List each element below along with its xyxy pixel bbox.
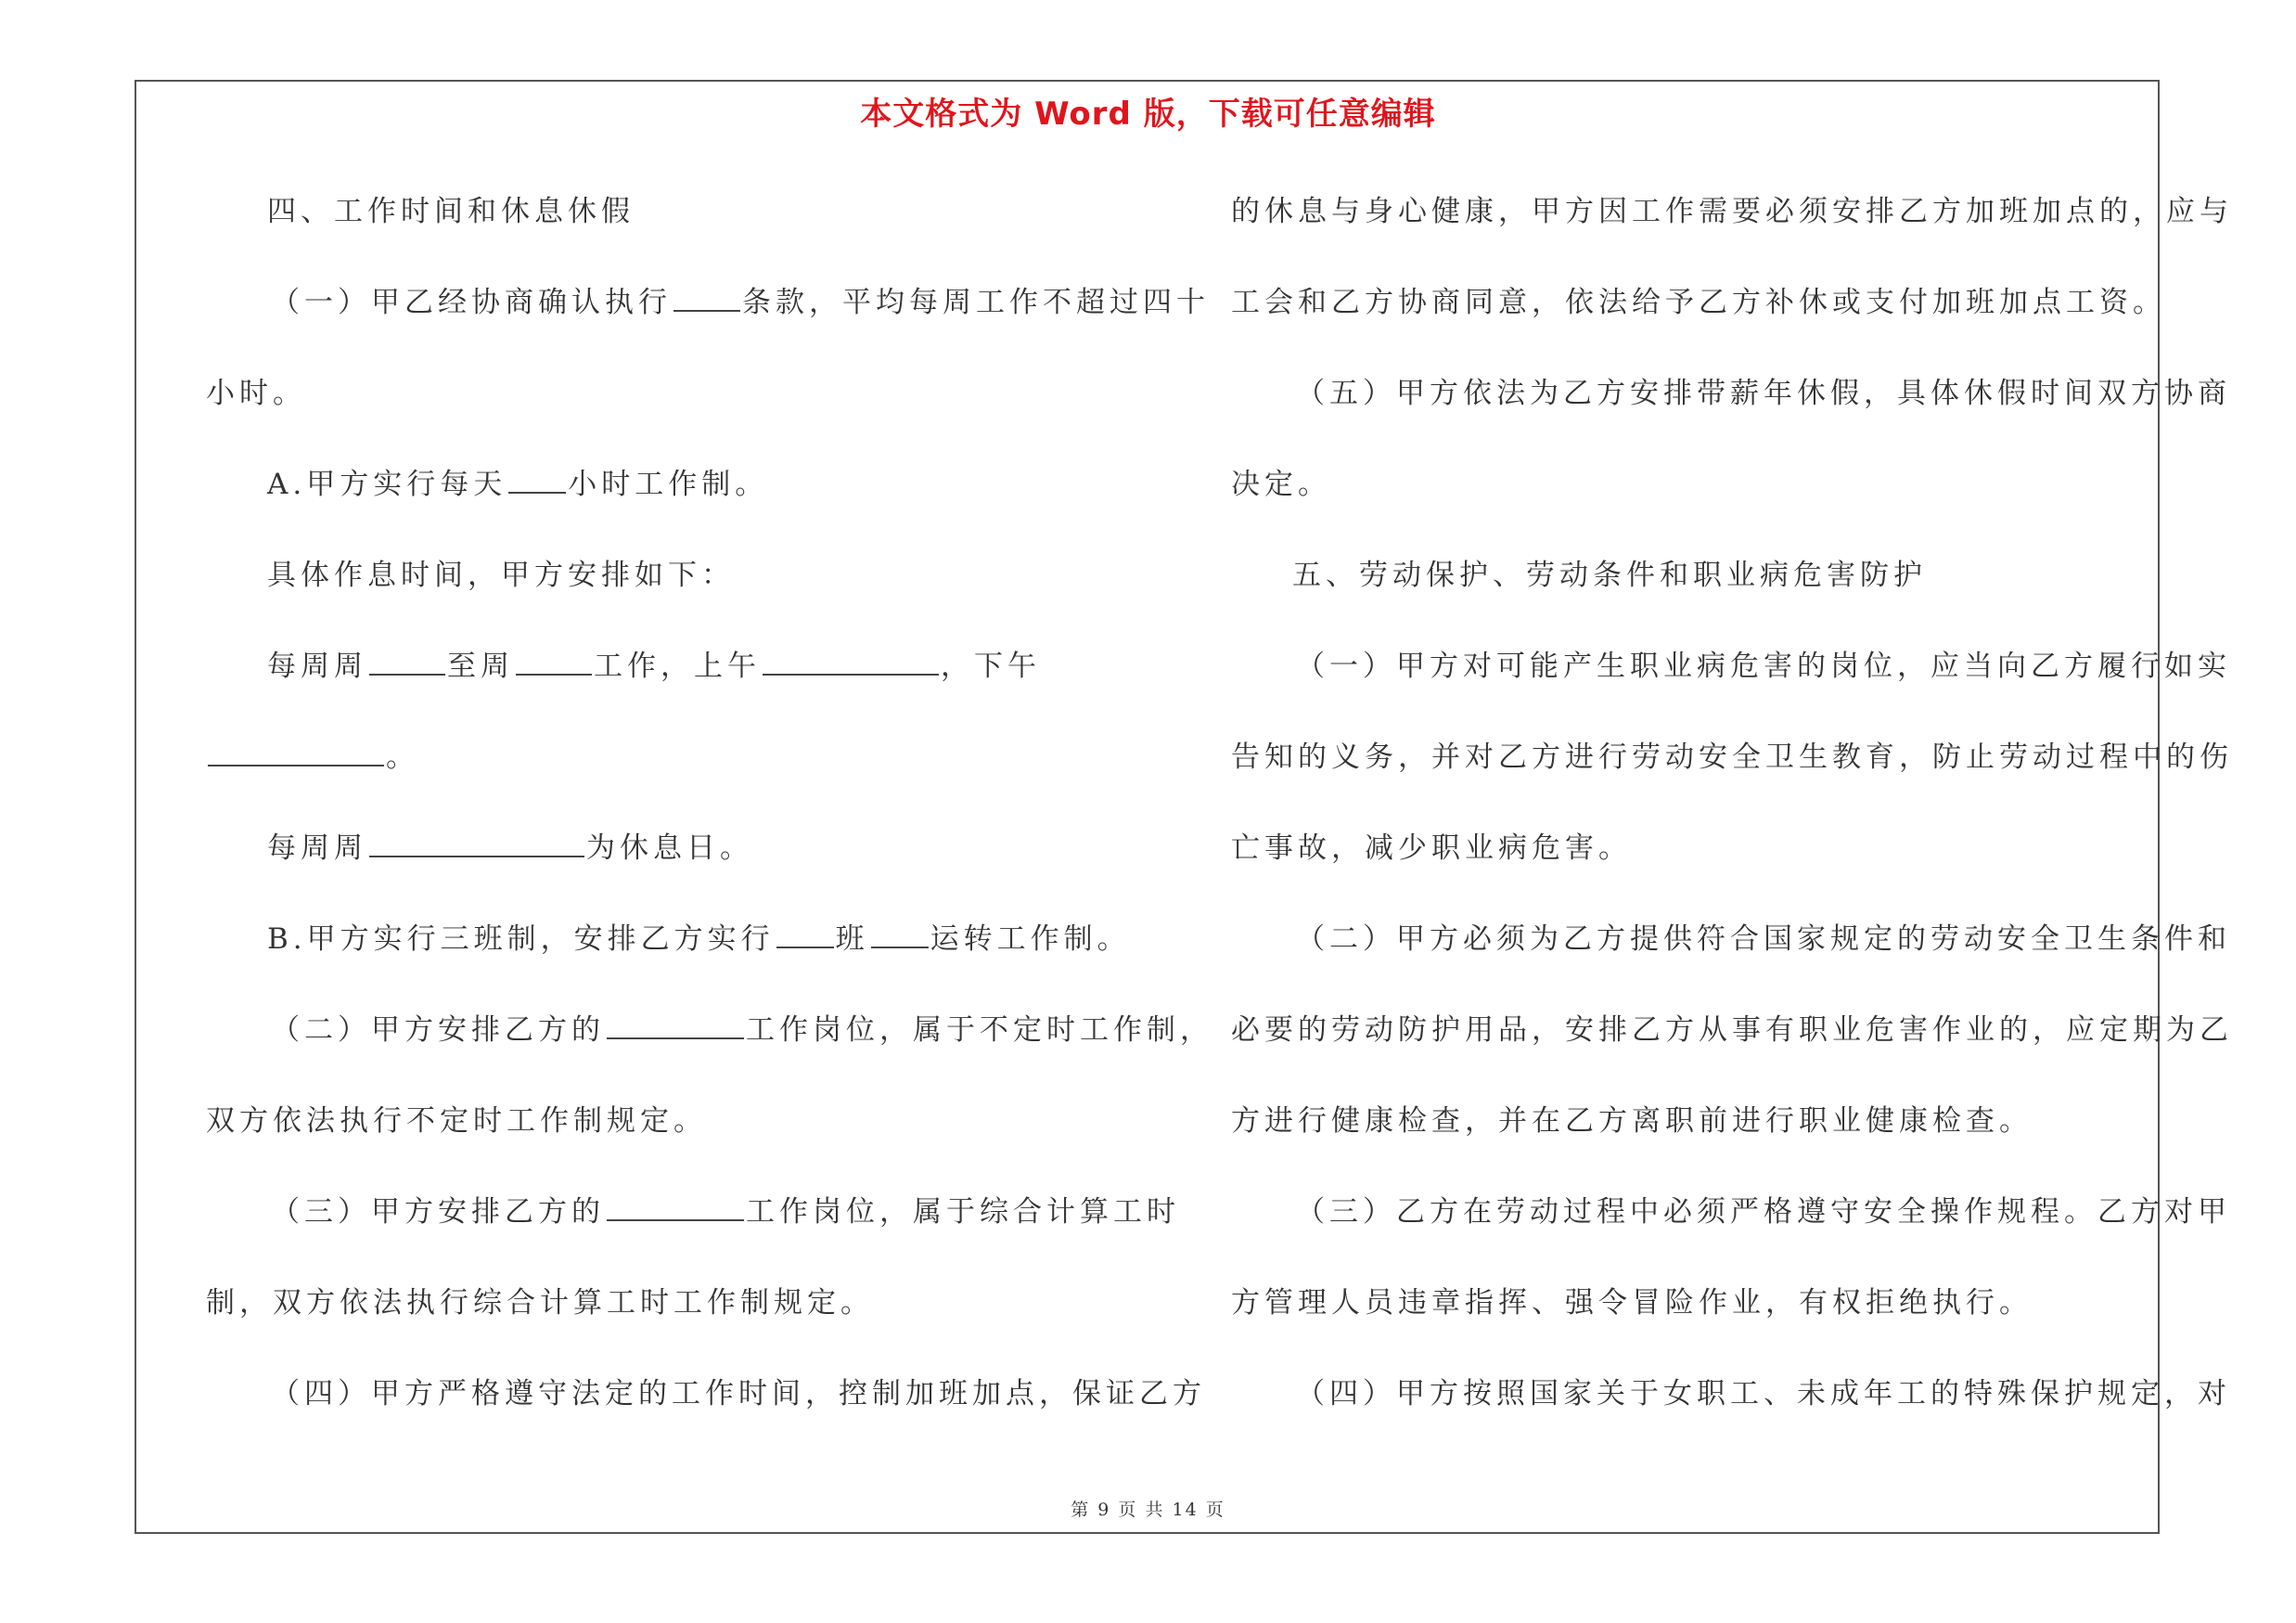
- paragraph-line: 小时。: [206, 377, 306, 410]
- document-banner: 本文格式为 Word 版，下载可任意编辑: [860, 96, 1436, 133]
- paragraph-line: 的休息与身心健康，甲方因工作需要必须安排乙方加班加点的，应与: [1231, 195, 2233, 228]
- left-column: [206, 181, 1213, 1454]
- fill-blank[interactable]: [763, 637, 939, 676]
- paragraph-line: 具体作息时间，甲方安排如下：: [267, 559, 735, 592]
- fill-blank[interactable]: [516, 637, 592, 676]
- paragraph-line: 制，双方依法执行综合计算工时工作制规定。: [206, 1286, 874, 1320]
- fill-blank[interactable]: [776, 909, 834, 948]
- fill-blank[interactable]: [369, 637, 445, 676]
- section-heading-4: 四、工作时间和休息休假: [267, 195, 635, 228]
- right-column: [1231, 181, 2233, 1454]
- paragraph-line: 双方依法执行不定时工作制规定。: [206, 1104, 707, 1138]
- page-number: 第 9 页 共 14 页: [1071, 1500, 1225, 1520]
- paragraph-line: （二）甲方必须为乙方提供符合国家规定的劳动安全卫生条件和: [1296, 922, 2231, 956]
- fill-blank[interactable]: [673, 273, 740, 312]
- paragraph-line: 工会和乙方协商同意，依法给予乙方补休或支付加班加点工资。: [1231, 286, 2166, 319]
- fill-blank[interactable]: [208, 728, 384, 766]
- paragraph-line: 每周周 至周 工作，上午 ，下午: [206, 636, 1143, 727]
- paragraph-line: （五）甲方依法为乙方安排带薪年休假，具体休假时间双方协商: [1296, 377, 2231, 410]
- fill-blank[interactable]: [607, 1000, 744, 1039]
- paragraph-line: 。: [206, 727, 1143, 818]
- paragraph-line: （一）甲方对可能产生职业病危害的岗位，应当向乙方履行如实: [1296, 650, 2231, 683]
- paragraph-line: （四）甲方按照国家关于女职工、未成年工的特殊保护规定，对: [1296, 1377, 2231, 1410]
- paragraph-line: （三）乙方在劳动过程中必须严格遵守安全操作规程。乙方对甲: [1296, 1195, 2231, 1229]
- fill-blank[interactable]: [871, 909, 929, 948]
- paragraph-line: 告知的义务，并对乙方进行劳动安全卫生教育，防止劳动过程中的伤: [1231, 741, 2233, 774]
- paragraph-line: 方进行健康检查，并在乙方离职前进行职业健康检查。: [1231, 1104, 2033, 1138]
- paragraph-line: A.甲方实行每天 小时工作制。: [206, 454, 1143, 545]
- section-heading-5: 五、劳动保护、劳动条件和职业病危害防护: [1292, 559, 1927, 592]
- fill-blank[interactable]: [369, 818, 584, 857]
- paragraph-line: （四）甲方严格遵守法定的工作时间，控制加班加点，保证乙方: [271, 1377, 1206, 1410]
- paragraph-line: （二）甲方安排乙方的 工作岗位，属于不定时工作制，: [206, 999, 1143, 1090]
- paragraph-line: 每周周 为休息日。: [206, 818, 1143, 908]
- fill-blank[interactable]: [508, 455, 566, 494]
- paragraph-line: 必要的劳动防护用品，安排乙方从事有职业危害作业的，应定期为乙: [1231, 1013, 2233, 1047]
- paragraph-line: B.甲方实行三班制，安排乙方实行 班 运转工作制。: [206, 908, 1143, 999]
- paragraph-line: （一）甲乙经协商确认执行 条款，平均每周工作不超过四十: [206, 272, 1143, 363]
- fill-blank[interactable]: [607, 1182, 744, 1221]
- paragraph-line: 方管理人员违章指挥、强令冒险作业，有权拒绝执行。: [1231, 1286, 2033, 1320]
- paragraph-line: 亡事故，减少职业病危害。: [1231, 831, 1632, 865]
- paragraph-line: （三）甲方安排乙方的 工作岗位，属于综合计算工时: [206, 1181, 1143, 1272]
- paragraph-line: 决定。: [1231, 468, 1331, 501]
